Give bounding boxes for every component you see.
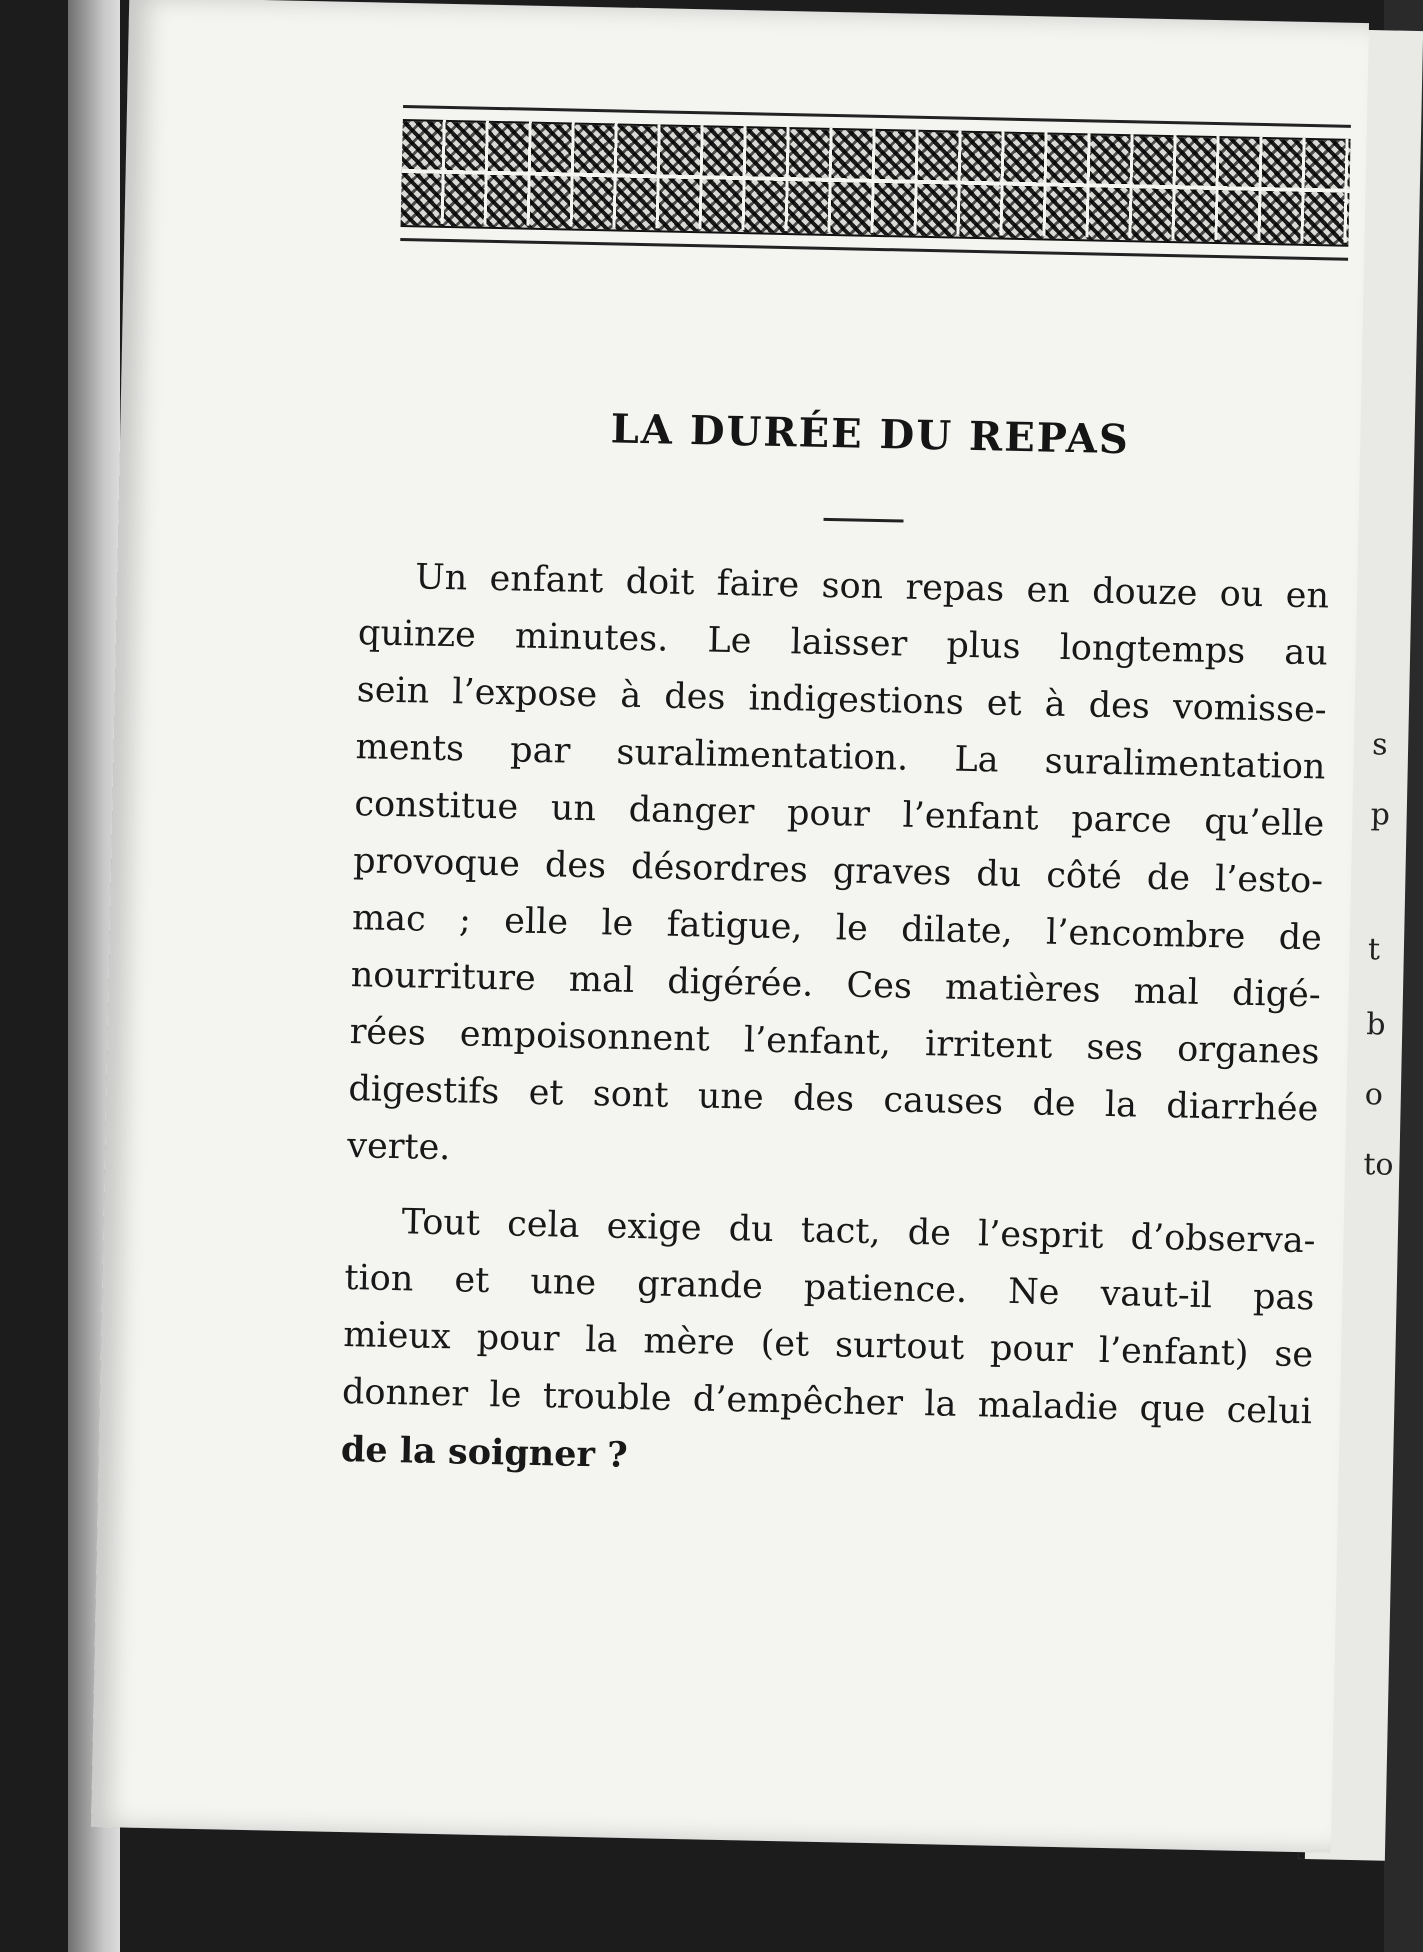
book-page bbox=[91, 0, 1369, 1853]
adjacent-page-fragment: to bbox=[1363, 1147, 1394, 1183]
text-line: nourriture mal digérée. Ces matières mal digé- bbox=[350, 955, 1322, 1016]
text-line: quinze minutes. Le laisser plus longtemps au bbox=[357, 613, 1329, 674]
text-line: ments par suralimentation. La suralimentation bbox=[355, 727, 1326, 788]
adjacent-page-fragment: p bbox=[1370, 797, 1391, 833]
adjacent-page-fragment: b bbox=[1365, 1007, 1386, 1043]
paragraph-2 bbox=[340, 1193, 1316, 1498]
text-line: sein l’expose à des indigestions et à des vomisse- bbox=[356, 670, 1328, 731]
text-line: provoque des désordres graves du côté de l’esto- bbox=[352, 841, 1324, 902]
text-line: mac ; elle le fatigue, le dilate, l’encombre de bbox=[351, 898, 1323, 959]
decorative-header-band bbox=[400, 105, 1351, 261]
adjacent-page-fragment: o bbox=[1364, 1077, 1384, 1113]
text-line: constitue un danger pour l’enfant parce qu’elle bbox=[354, 784, 1325, 845]
adjacent-page-fragment: t bbox=[1367, 932, 1381, 968]
page-title: LA DURÉE DU REPAS bbox=[610, 405, 1131, 464]
text-line: digestifs et sont une des causes de la diarrhée bbox=[348, 1069, 1319, 1130]
text-line: Un enfant doit faire son repas en douze ou en bbox=[414, 557, 1330, 617]
text-line: mieux pour la mère (et surtout pour l’enfant) se bbox=[342, 1314, 1314, 1376]
text-line: Tout cela exige du tact, de l’esprit d’observa- bbox=[401, 1202, 1316, 1262]
paragraph-1 bbox=[347, 548, 1330, 1195]
body-text bbox=[340, 548, 1329, 1498]
text-line: donner le trouble d’empêcher la maladie que celui bbox=[341, 1371, 1313, 1433]
title-separator bbox=[823, 518, 903, 523]
text-line: de la soigner ? bbox=[340, 1428, 629, 1476]
ornament-cells bbox=[401, 119, 1351, 243]
text-line: rées empoisonnent l’enfant, irritent ses organes bbox=[349, 1012, 1320, 1073]
text-line: verte. bbox=[346, 1126, 451, 1169]
text-line: tion et une grande patience. Ne vaut-il pas bbox=[344, 1258, 1315, 1319]
adjacent-page-fragment: s bbox=[1371, 727, 1388, 763]
